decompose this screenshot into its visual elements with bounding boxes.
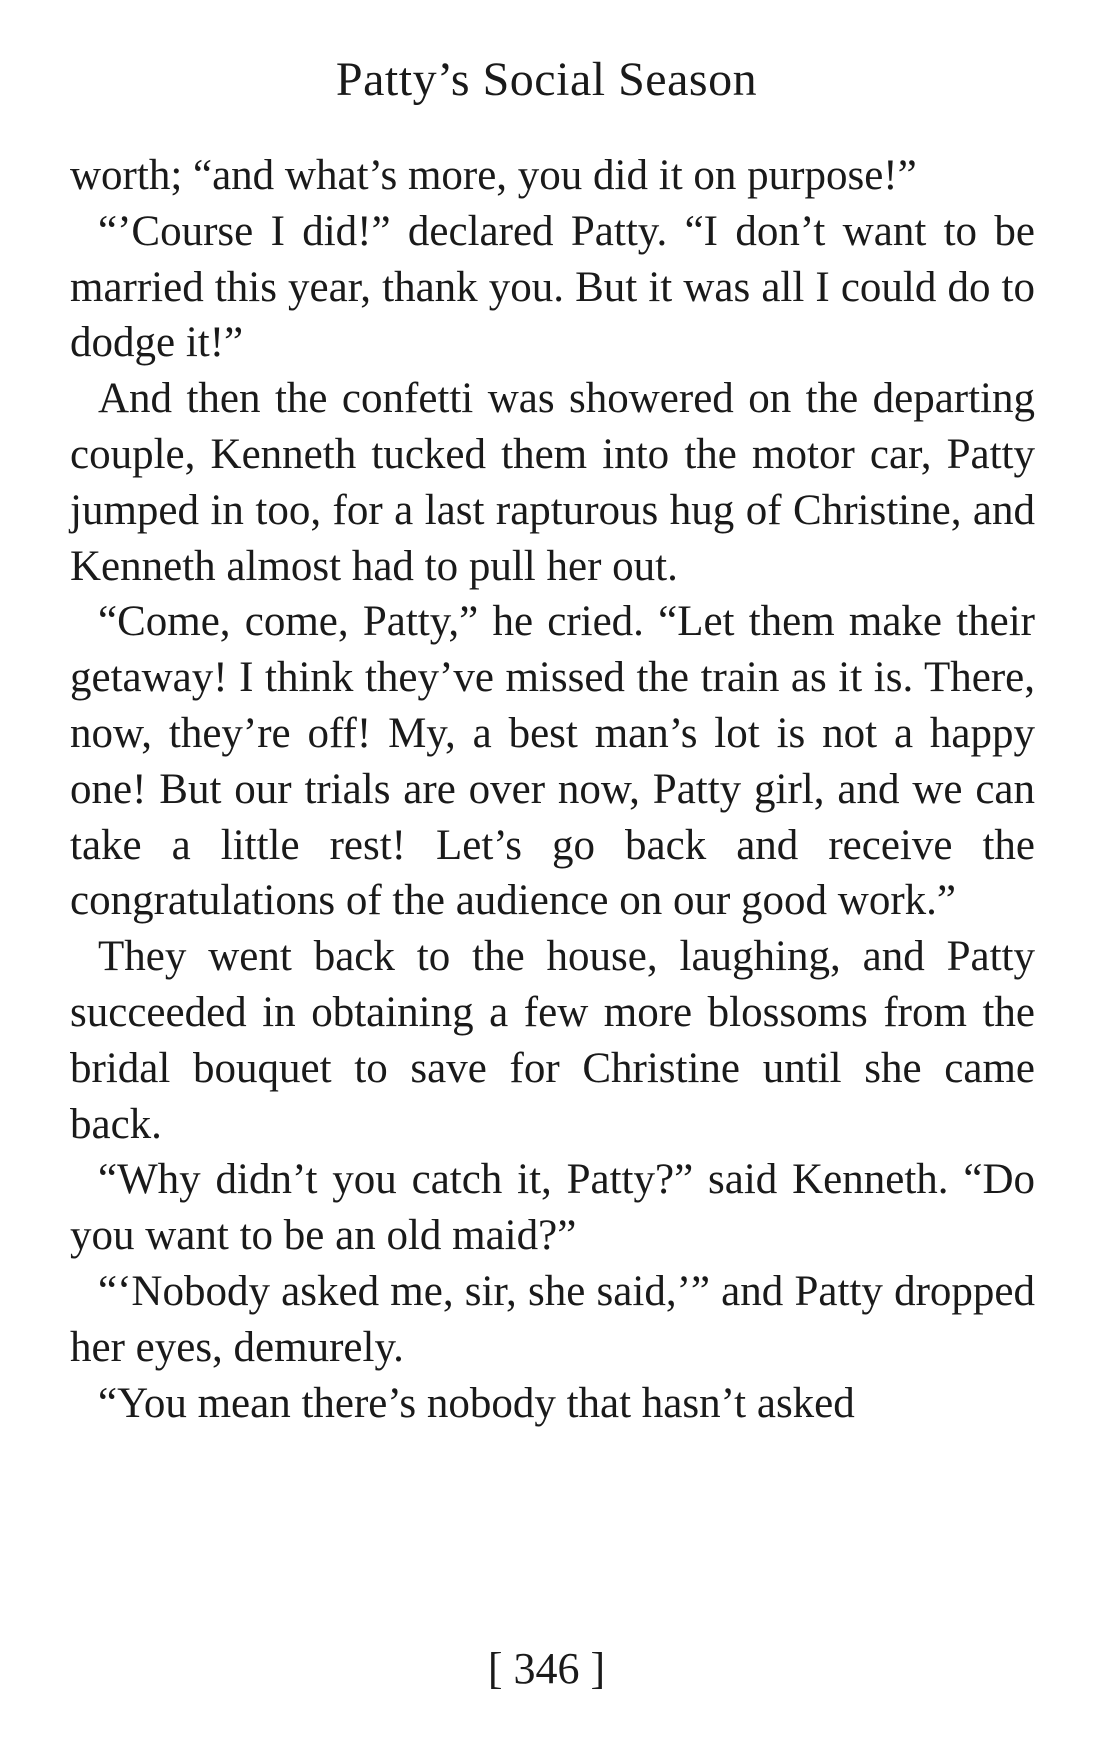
paragraph: They went back to the house, laughing, and Patty succeeded in obtaining a few more blossoms from the bridal bouquet to save for Christine until she came back. <box>70 933 1035 1148</box>
body-text <box>70 148 1035 1431</box>
paragraph: “‘Nobody asked me, sir, she said,’” and Patty dropped her eyes, demurely. <box>70 1267 1035 1371</box>
paragraph: And then the confetti was showered on the departing couple, Kenneth tucked them into the motor car, Patty jumped in too, for a last rapturous hug of Christine, and Kenneth almost had to pull her out. <box>70 375 1035 590</box>
paragraph-continued: worth; “and what’s more, you did it on purpose!” <box>70 152 917 199</box>
paragraph-last: “You mean there’s nobody that hasn’t asked <box>98 1379 855 1427</box>
paragraph: “Come, come, Patty,” he cried. “Let them make their getaway! I think they’ve missed the train as it is. There, now, they’re off! My, a best man’s lot is not a happy one! But our trials are over now, Patty girl, and we can take a little rest! Let’s go back and receive the congratulations of the audience on our good work.” <box>70 598 1035 925</box>
page-number: [ 346 ] <box>487 1644 606 1693</box>
paragraph: “’Course I did!” declared Patty. “I don’t want to be married this year, thank you. But it was all I could do to dodge it!” <box>70 207 1035 367</box>
running-head: Patty’s Social Season <box>335 53 758 106</box>
paragraph: “Why didn’t you catch it, Patty?” said Kenneth. “Do you want to be an old maid?” <box>70 1156 1035 1260</box>
